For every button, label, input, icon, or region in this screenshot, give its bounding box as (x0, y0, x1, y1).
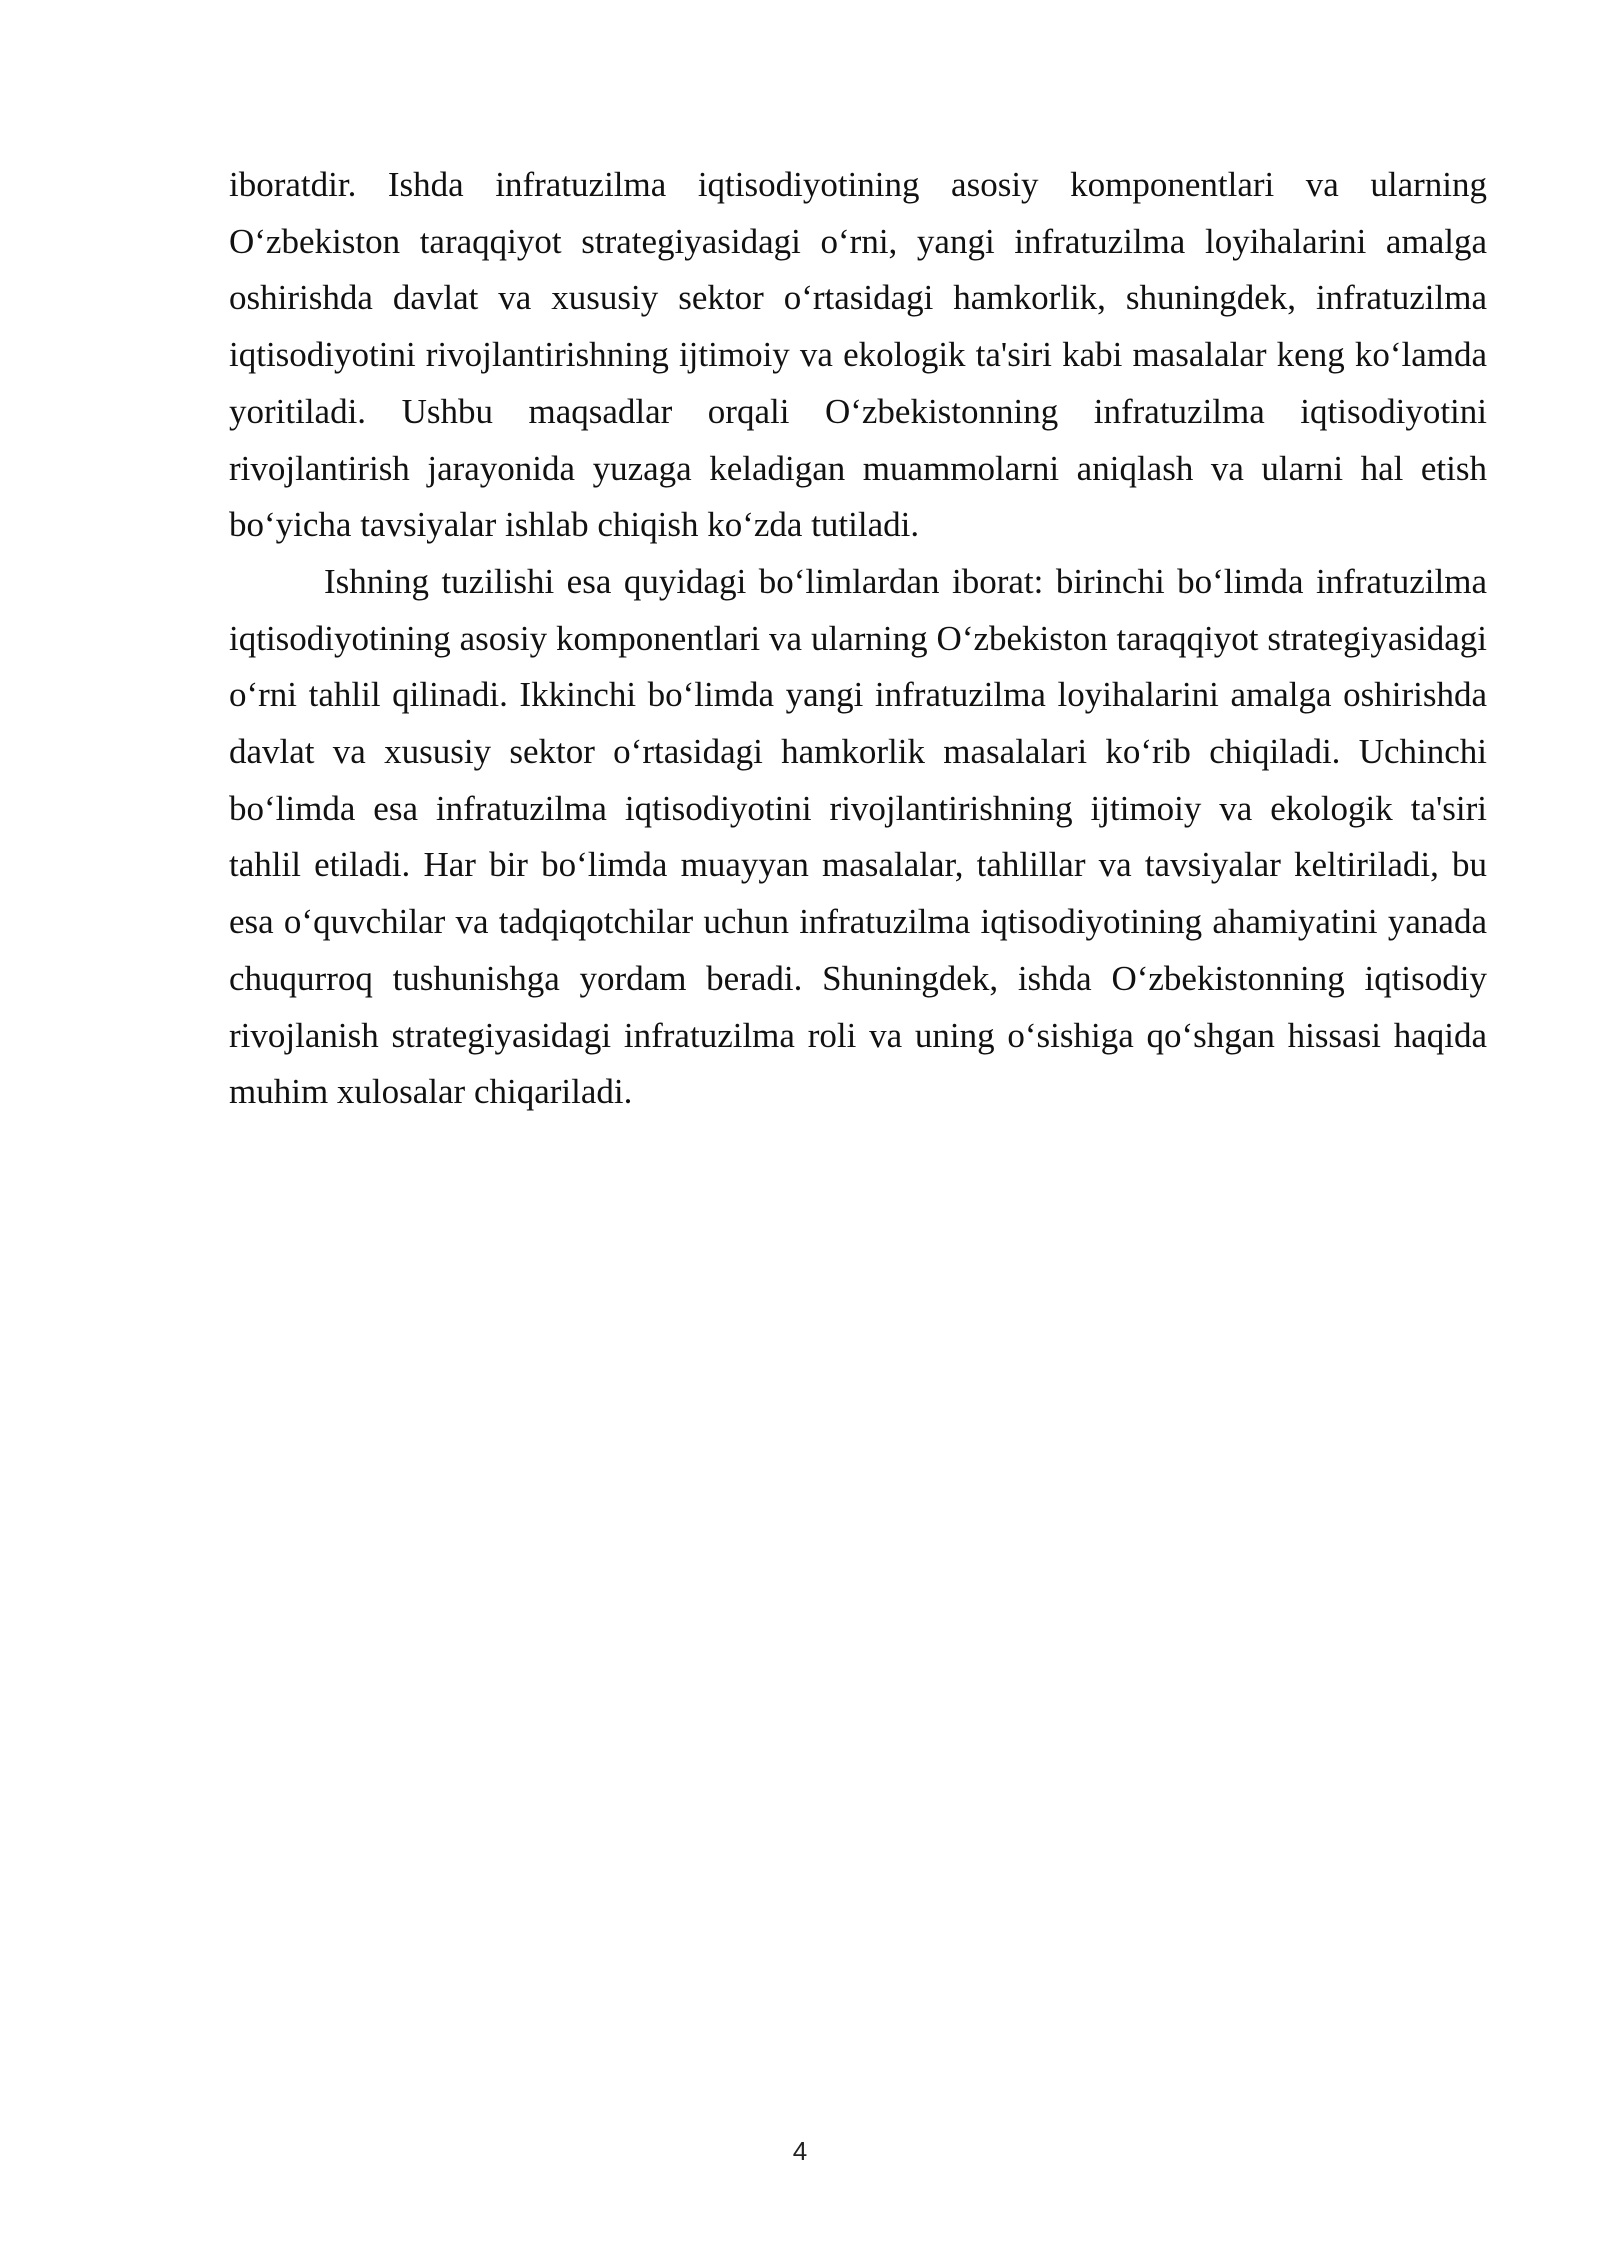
page-number: 4 (792, 2136, 808, 2166)
body-text (229, 157, 1487, 1121)
paragraph-structure: Ishning tuzilishi esa quyidagi bo‘limlardan iborat: birinchi bo‘limda infratuzilma iqtisodiyotining asosiy komponentlari va ularning O‘zbekiston taraqqiyot strategiyasidagi o‘rni tahlil qilinadi. Ikkinchi bo‘limda yangi infratuzilma loyihalarini amalga oshirishda davlat va xususiy sektor o‘rtasidagi hamkorlik masalalari ko‘rib chiqiladi. Uchinchi bo‘limda esa infratuzilma iqtisodiyotini rivojlantirishning ijtimoiy va ekologik ta'siri tahlil etiladi. Har bir bo‘limda muayyan masalalar, tahlillar va tavsiyalar keltiriladi, bu esa o‘quvchilar va tadqiqotchilar uchun infratuzilma iqtisodiyotining ahamiyatini yanada chuqurroq tushunishga yordam beradi. Shuningdek, ishda O‘zbekistonning iqtisodiy rivojlanish strategiyasidagi infratuzilma roli va uning o‘sishiga qo‘shgan hissasi haqida muhim xulosalar chiqariladi. (229, 561, 1487, 1112)
paragraph-continuation: iboratdir. Ishda infratuzilma iqtisodiyotining asosiy komponentlari va ularning O‘zbekiston taraqqiyot strategiyasidagi o‘rni, yangi infratuzilma loyihalarini amalga oshirishda davlat va xususiy sektor o‘rtasidagi hamkorlik, shuningdek, infratuzilma iqtisodiyotini rivojlantirishning ijtimoiy va ekologik ta'siri kabi masalalar keng ko‘lamda yoritiladi. Ushbu maqsadlar orqali O‘zbekistonning infratuzilma iqtisodiyotini rivojlantirish jarayonida yuzaga keladigan muammolarni aniqlash va ularni hal etish bo‘yicha tavsiyalar ishlab chiqish ko‘zda tutiladi. (229, 165, 1487, 545)
